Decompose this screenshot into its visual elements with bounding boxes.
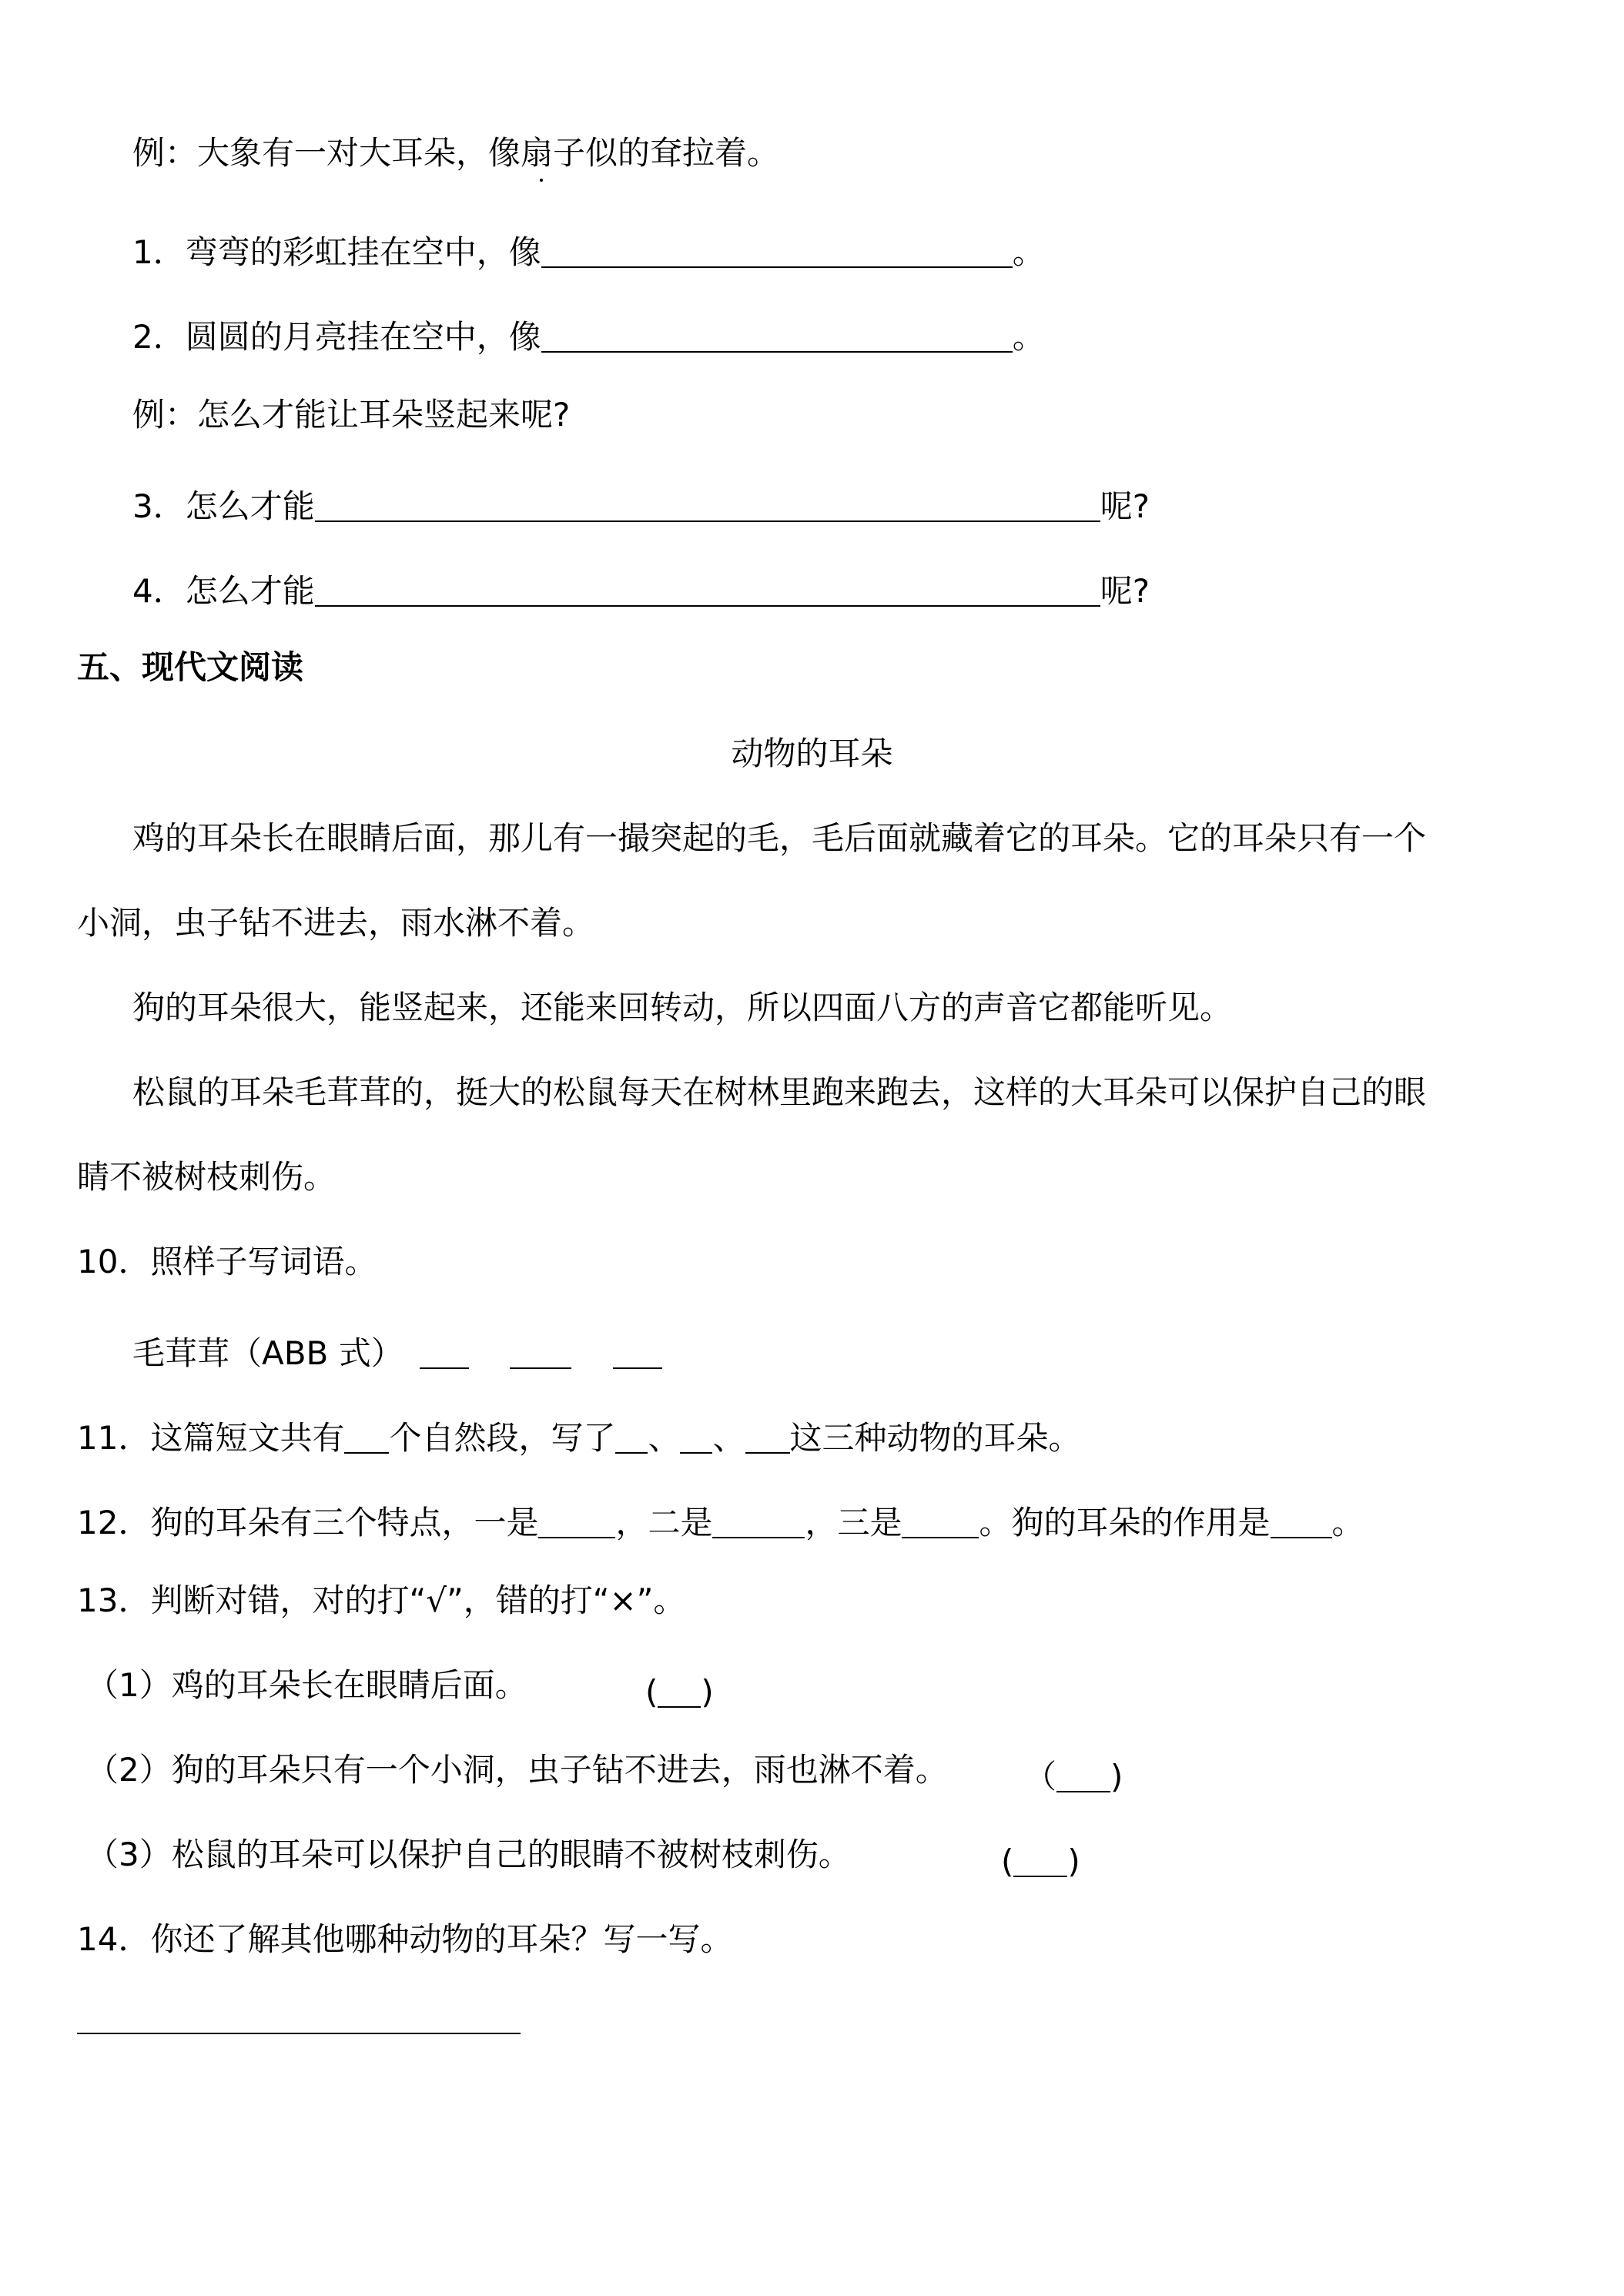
question-11-blank-count[interactable]	[344, 1420, 389, 1454]
question-13-item-3-answer	[1001, 1839, 1080, 1878]
paren-open: (	[1001, 1842, 1014, 1880]
passage-title-text: 动物的耳朵	[731, 735, 893, 772]
question-10	[77, 1243, 377, 1280]
question-12-text-5: 。	[1331, 1504, 1364, 1541]
question-4-number: 4．	[132, 572, 186, 610]
question-13-item-1-text: （1）鸡的耳朵长在眼睛后面。	[86, 1666, 527, 1704]
question-14-label: 14．你还了解其他哪种动物的耳朵？写一写。	[77, 1920, 733, 1958]
question-10-label: 10．照样子写词语。	[77, 1243, 377, 1280]
paren-open: (	[645, 1673, 658, 1711]
question-12-blank-4[interactable]	[1271, 1504, 1332, 1538]
example-2-text: 例：怎么才能让耳朵竖起来呢?	[132, 396, 571, 433]
passage-paragraph-1-line-2	[77, 904, 595, 942]
question-11-sep-2: 、	[712, 1419, 745, 1457]
paren-close: )	[1110, 1758, 1123, 1796]
question-1-number: 1．	[132, 233, 186, 271]
question-10-blank-3[interactable]	[613, 1335, 662, 1369]
question-12-blank-3[interactable]	[902, 1504, 979, 1538]
question-12-text-3: ，三是	[805, 1504, 902, 1541]
passage-paragraph-3-line-2	[77, 1158, 337, 1196]
question-12	[77, 1500, 1364, 1539]
paren-open: （	[1024, 1758, 1057, 1796]
question-12-blank-2[interactable]	[712, 1504, 805, 1538]
section-5-heading	[77, 648, 304, 686]
passage-p2-text: 狗的耳朵很大，能竖起来，还能来回转动，所以四面八方的声音它都能听见。	[132, 989, 1233, 1026]
emphasis-dot	[540, 179, 543, 182]
question-14	[77, 1920, 733, 1958]
question-13-item-2-answer	[1024, 1754, 1123, 1796]
question-13-item-2-blank[interactable]	[1056, 1759, 1110, 1792]
example-sentence-1	[132, 134, 780, 172]
passage-paragraph-1-line-1	[132, 819, 1427, 857]
question-12-text-1: 12．狗的耳朵有三个特点，一是	[77, 1504, 539, 1541]
question-12-text-2: ，二是	[615, 1504, 713, 1541]
paren-close: )	[701, 1673, 714, 1711]
question-11	[77, 1415, 1081, 1457]
question-1-prefix: 弯弯的彩虹挂在空中，像	[185, 233, 541, 271]
question-10-example: 毛茸茸（ABB 式）	[132, 1334, 403, 1372]
question-11-text-1: 11．这篇短文共有	[77, 1419, 345, 1457]
passage-paragraph-3-line-1	[132, 1073, 1427, 1111]
passage-title	[0, 735, 1624, 772]
question-13	[77, 1581, 686, 1619]
example-1-text: 例：大象有一对大耳朵，像扇子似的耷拉着。	[132, 134, 780, 172]
question-10-answer-row	[132, 1330, 662, 1370]
question-13-item-3	[86, 1836, 851, 1873]
example-sentence-2	[132, 396, 571, 433]
question-11-text-2: 个自然段，写了	[389, 1419, 616, 1457]
question-13-item-1-answer	[645, 1669, 714, 1709]
question-13-item-2	[86, 1751, 948, 1789]
question-2-prefix: 圆圆的月亮挂在空中，像	[185, 318, 541, 356]
paren-close: )	[1067, 1842, 1080, 1880]
passage-paragraph-2	[132, 989, 1233, 1026]
question-1	[132, 229, 1045, 269]
question-3-number: 3．	[132, 487, 186, 525]
question-2-number: 2．	[132, 318, 186, 356]
question-2	[132, 314, 1045, 356]
section-5-title: 五、现代文阅读	[77, 648, 304, 686]
question-4-answer-blank[interactable]	[315, 573, 1100, 607]
question-10-blank-1[interactable]	[420, 1335, 469, 1369]
question-1-answer-blank[interactable]	[541, 234, 1013, 268]
question-3	[132, 484, 1150, 523]
passage-p3-line1-text: 松鼠的耳朵毛茸茸的，挺大的松鼠每天在树林里跑来跑去，这样的大耳朵可以保护自己的眼	[132, 1073, 1427, 1111]
question-10-blank-2[interactable]	[510, 1335, 571, 1369]
question-4-prefix: 怎么才能	[185, 572, 315, 610]
question-13-label: 13．判断对错，对的打“√”，错的打“×”。	[77, 1581, 686, 1619]
question-13-item-1-blank[interactable]	[658, 1674, 701, 1708]
passage-p1-line1-text: 鸡的耳朵长在眼睛后面，那儿有一撮突起的毛，毛后面就藏着它的耳朵。它的耳朵只有一个	[132, 819, 1427, 857]
question-3-suffix: 呢?	[1100, 487, 1150, 525]
question-14-answer-line[interactable]	[77, 2033, 521, 2034]
question-13-item-2-text: （2）狗的耳朵只有一个小洞，虫子钻不进去，雨也淋不着。	[86, 1751, 948, 1789]
question-11-sep-1: 、	[648, 1419, 681, 1457]
question-11-blank-animal-1[interactable]	[615, 1420, 648, 1454]
question-11-text-3: 这三种动物的耳朵。	[789, 1419, 1081, 1457]
question-2-suffix: 。	[1012, 318, 1045, 356]
passage-p3-line2-text: 睛不被树枝刺伤。	[77, 1158, 337, 1196]
question-11-blank-animal-3[interactable]	[745, 1420, 790, 1454]
question-13-item-3-blank[interactable]	[1013, 1843, 1067, 1877]
question-13-item-1	[86, 1666, 527, 1704]
question-4	[132, 568, 1150, 610]
question-2-answer-blank[interactable]	[541, 319, 1013, 353]
question-1-suffix: 。	[1012, 233, 1045, 271]
question-12-text-4: 。狗的耳朵的作用是	[979, 1504, 1271, 1541]
passage-p1-line2-text: 小洞，虫子钻不进去，雨水淋不着。	[77, 904, 595, 942]
question-4-suffix: 呢?	[1100, 572, 1150, 610]
question-3-prefix: 怎么才能	[185, 487, 315, 525]
question-11-blank-animal-2[interactable]	[680, 1420, 712, 1454]
question-13-item-3-text: （3）松鼠的耳朵可以保护自己的眼睛不被树枝刺伤。	[86, 1836, 851, 1873]
question-3-answer-blank[interactable]	[315, 488, 1100, 522]
question-12-blank-1[interactable]	[538, 1504, 615, 1538]
